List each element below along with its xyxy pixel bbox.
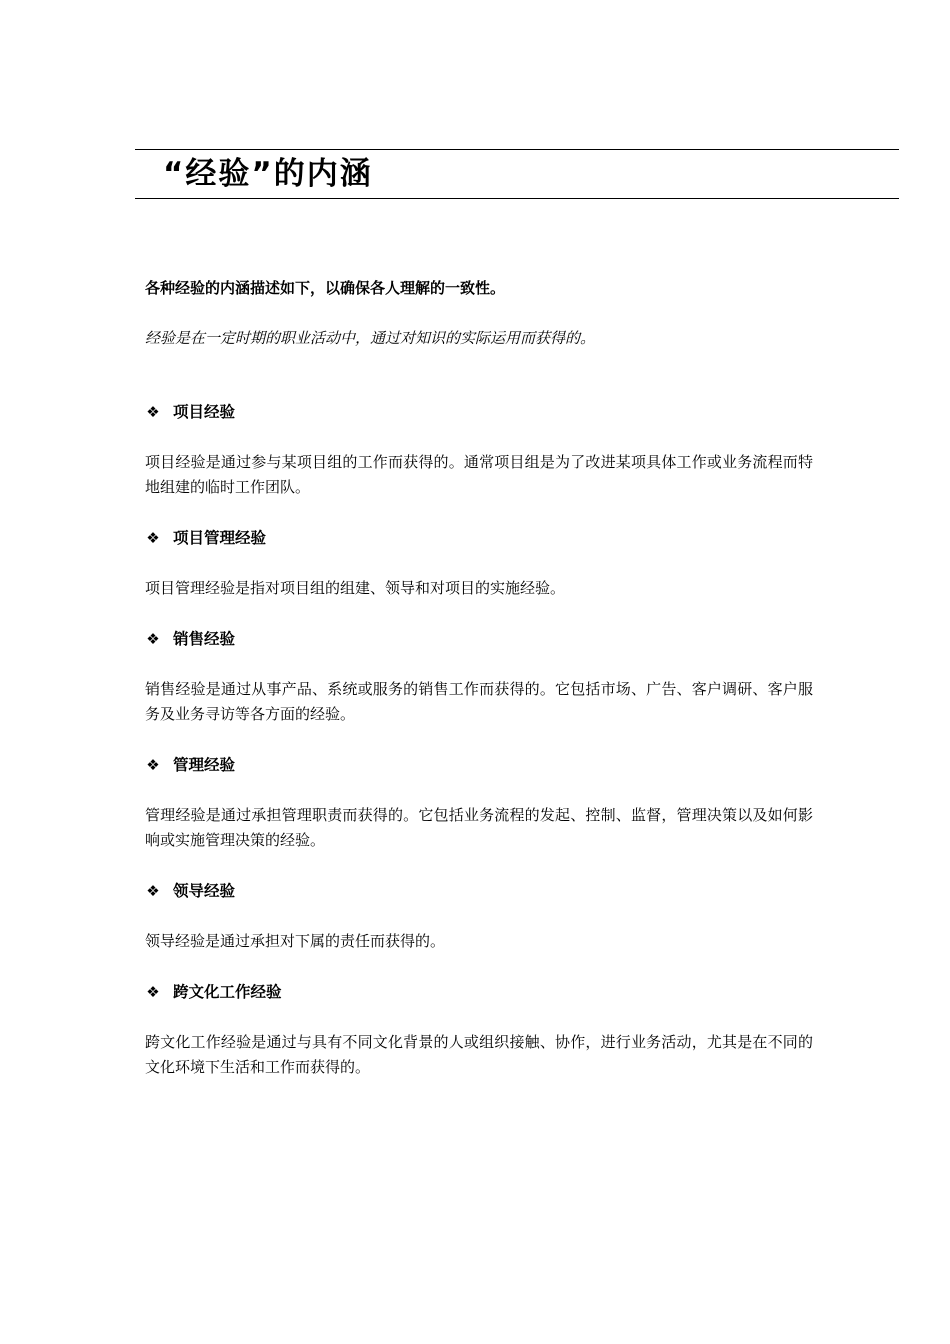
diamond-bullet-icon: ❖ — [146, 882, 160, 900]
section-body: 管理经验是通过承担管理职责而获得的。它包括业务流程的发起、控制、监督，管理决策以及如何影响或实施管理决策的经验。 — [145, 806, 813, 849]
section-heading — [145, 627, 813, 651]
section-body: 项目管理经验是指对项目组的组建、领导和对项目的实施经验。 — [145, 579, 566, 597]
section-leadership-experience — [145, 879, 813, 954]
section-heading — [145, 980, 813, 1004]
diamond-bullet-icon: ❖ — [146, 756, 160, 774]
section-project-management-experience — [145, 526, 813, 601]
section-heading — [145, 400, 813, 424]
section-heading-text: 销售经验 — [173, 630, 236, 648]
section-project-experience — [145, 400, 813, 500]
document-content — [145, 276, 813, 1106]
diamond-bullet-icon: ❖ — [146, 403, 160, 421]
section-heading-text: 项目经验 — [173, 403, 236, 421]
section-body: 销售经验是通过从事产品、系统或服务的销售工作而获得的。它包括市场、广告、客户调研、客户服务及业务寻访等各方面的经验。 — [145, 680, 813, 723]
section-list — [145, 400, 813, 1080]
section-body: 项目经验是通过参与某项目组的工作而获得的。通常项目组是为了改进某项具体工作或业务流程而特地组建的临时工作团队。 — [145, 453, 813, 496]
diamond-bullet-icon: ❖ — [146, 630, 160, 648]
intro-text: 各种经验的内涵描述如下，以确保各人理解的一致性。 — [145, 279, 506, 297]
page-title: “经验”的内涵 — [163, 156, 373, 192]
diamond-bullet-icon: ❖ — [146, 529, 160, 547]
section-heading-text: 领导经验 — [173, 882, 236, 900]
diamond-bullet-icon: ❖ — [146, 983, 160, 1001]
experience-definition: 经验是在一定时期的职业活动中，通过对知识的实际运用而获得的。 — [145, 329, 596, 347]
section-cross-cultural-experience — [145, 980, 813, 1080]
section-heading — [145, 526, 813, 550]
section-heading — [145, 879, 813, 903]
section-heading — [145, 753, 813, 777]
section-heading-text: 项目管理经验 — [173, 529, 267, 547]
section-management-experience — [145, 753, 813, 853]
section-body: 跨文化工作经验是通过与具有不同文化背景的人或组织接触、协作，进行业务活动，尤其是在不同的文化环境下生活和工作而获得的。 — [145, 1033, 813, 1076]
section-heading-text: 跨文化工作经验 — [173, 983, 282, 1001]
title-block — [135, 149, 899, 199]
section-heading-text: 管理经验 — [173, 756, 236, 774]
section-sales-experience — [145, 627, 813, 727]
section-body: 领导经验是通过承担对下属的责任而获得的。 — [145, 932, 446, 950]
